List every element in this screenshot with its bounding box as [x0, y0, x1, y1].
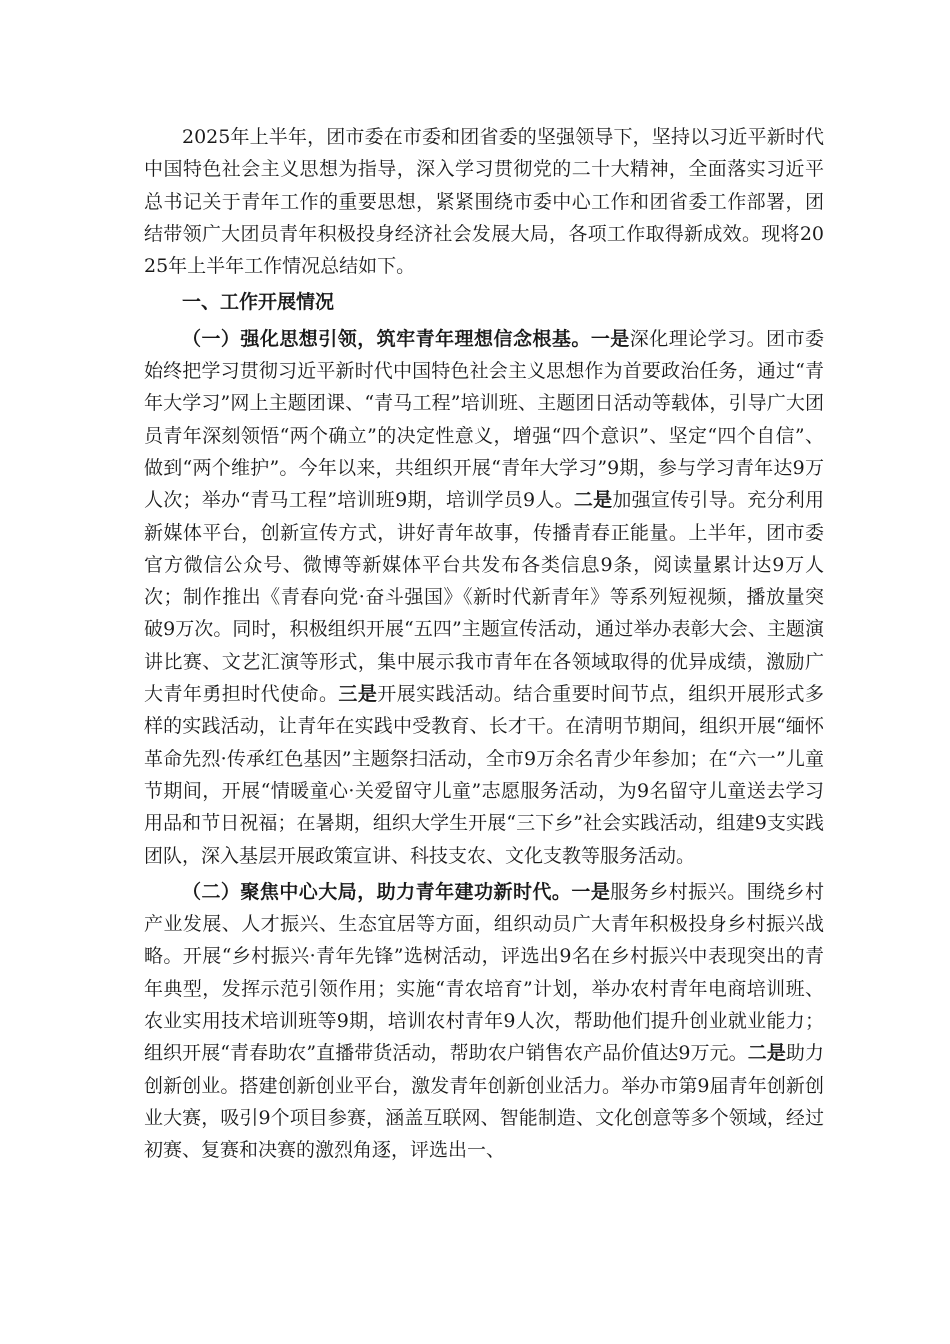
part1-paragraph	[144, 323, 824, 872]
part2-text-1: 服务乡村振兴。围绕乡村产业发展、人才振兴、生态宜居等方面，组织动员广大青年积极投身乡村振兴战略。开展“乡村振兴·青年先锋”选树活动，评选出9名在乡村振兴中表现突出的青年典型，发挥示范引领作用；实施“青农培育”计划，举办农村青年电商培训班、农业实用技术培训班等9期，培训农村青年9人次，帮助他们提升创业就业能力；组织开展“青春助农”直播带货活动，帮助农户销售农产品价值达9万元。	[144, 880, 824, 1065]
section-heading: 一、工作开展情况	[182, 291, 335, 314]
intro-paragraph: 2025年上半年，团市委在市委和团省委的坚强领导下，坚持以习近平新时代中国特色社会主义思想为指导，深入学习贯彻党的二十大精神，全面落实习近平总书记关于青年工作的重要思想，紧紧围绕市委中心工作和团省委工作部署，团结带领广大团员青年积极投身经济社会发展大局，各项工作取得新成效。现将2025年上半年工作情况总结如下。	[144, 126, 824, 278]
part1-lead-2: 二是	[573, 489, 613, 512]
part2-heading: （二）聚焦中心大局，助力青年建功新时代。	[182, 880, 572, 903]
part2-lead-1: 一是	[571, 880, 611, 903]
part1-heading: （一）强化思想引领，筑牢青年理想信念根基。	[182, 327, 591, 350]
part1-text-1: 深化理论学习。团市委始终把学习贯彻习近平新时代中国特色社会主义思想作为首要政治任务，通过“青年大学习”网上主题团课、“青马工程”培训班、主题团日活动等载体，引导广大团员青年深刻领悟“两个确立”的决定性意义，增强“四个意识”、坚定“四个自信”、做到“两个维护”。今年以来，共组织开展“青年大学习”9期，参与学习青年达9万人次；举办“青马工程”培训班9期，培训学员9人。	[144, 327, 824, 512]
part2-lead-2: 二是	[747, 1042, 786, 1065]
document-body	[144, 121, 824, 1167]
part1-lead-1: 一是	[590, 327, 630, 350]
part1-text-3: 开展实践活动。结合重要时间节点，组织开展形式多样的实践活动，让青年在实践中受教育、长才干。在清明节期间，组织开展“缅怀革命先烈·传承红色基因”主题祭扫活动，全市9万余名青少年参加；在“六一”儿童节期间，开展“情暖童心·关爱留守儿童”志愿服务活动，为9名留守儿童送去学习用品和节日祝福；在暑期，组织大学生开展“三下乡”社会实践活动，组建9支实践团队，深入基层开展政策宣讲、科技支农、文化支教等服务活动。	[144, 683, 824, 867]
part2-text-2: 助力创新创业。搭建创新创业平台，激发青年创新创业活力。举办市第9届青年创新创业大赛，吸引9个项目参赛，涵盖互联网、智能制造、文化创意等多个领域，经过初赛、复赛和决赛的激烈角逐，评选出一、	[144, 1042, 824, 1162]
part1-text-2: 加强宣传引导。充分利用新媒体平台，创新宣传方式，讲好青年故事，传播青春正能量。上半年，团市委官方微信公众号、微博等新媒体平台共发布各类信息9条，阅读量累计达9万人次；制作推出《青春向党·奋斗强国》《新时代新青年》等系列短视频，播放量突破9万次。同时，积极组织开展“五四”主题宣传活动，通过举办表彰大会、主题演讲比赛、文艺汇演等形式，集中展示我市青年在各领域取得的优异成绩，激励广大青年勇担时代使命。	[144, 489, 824, 706]
part2-paragraph	[144, 876, 824, 1167]
part1-lead-3: 三是	[338, 683, 378, 706]
